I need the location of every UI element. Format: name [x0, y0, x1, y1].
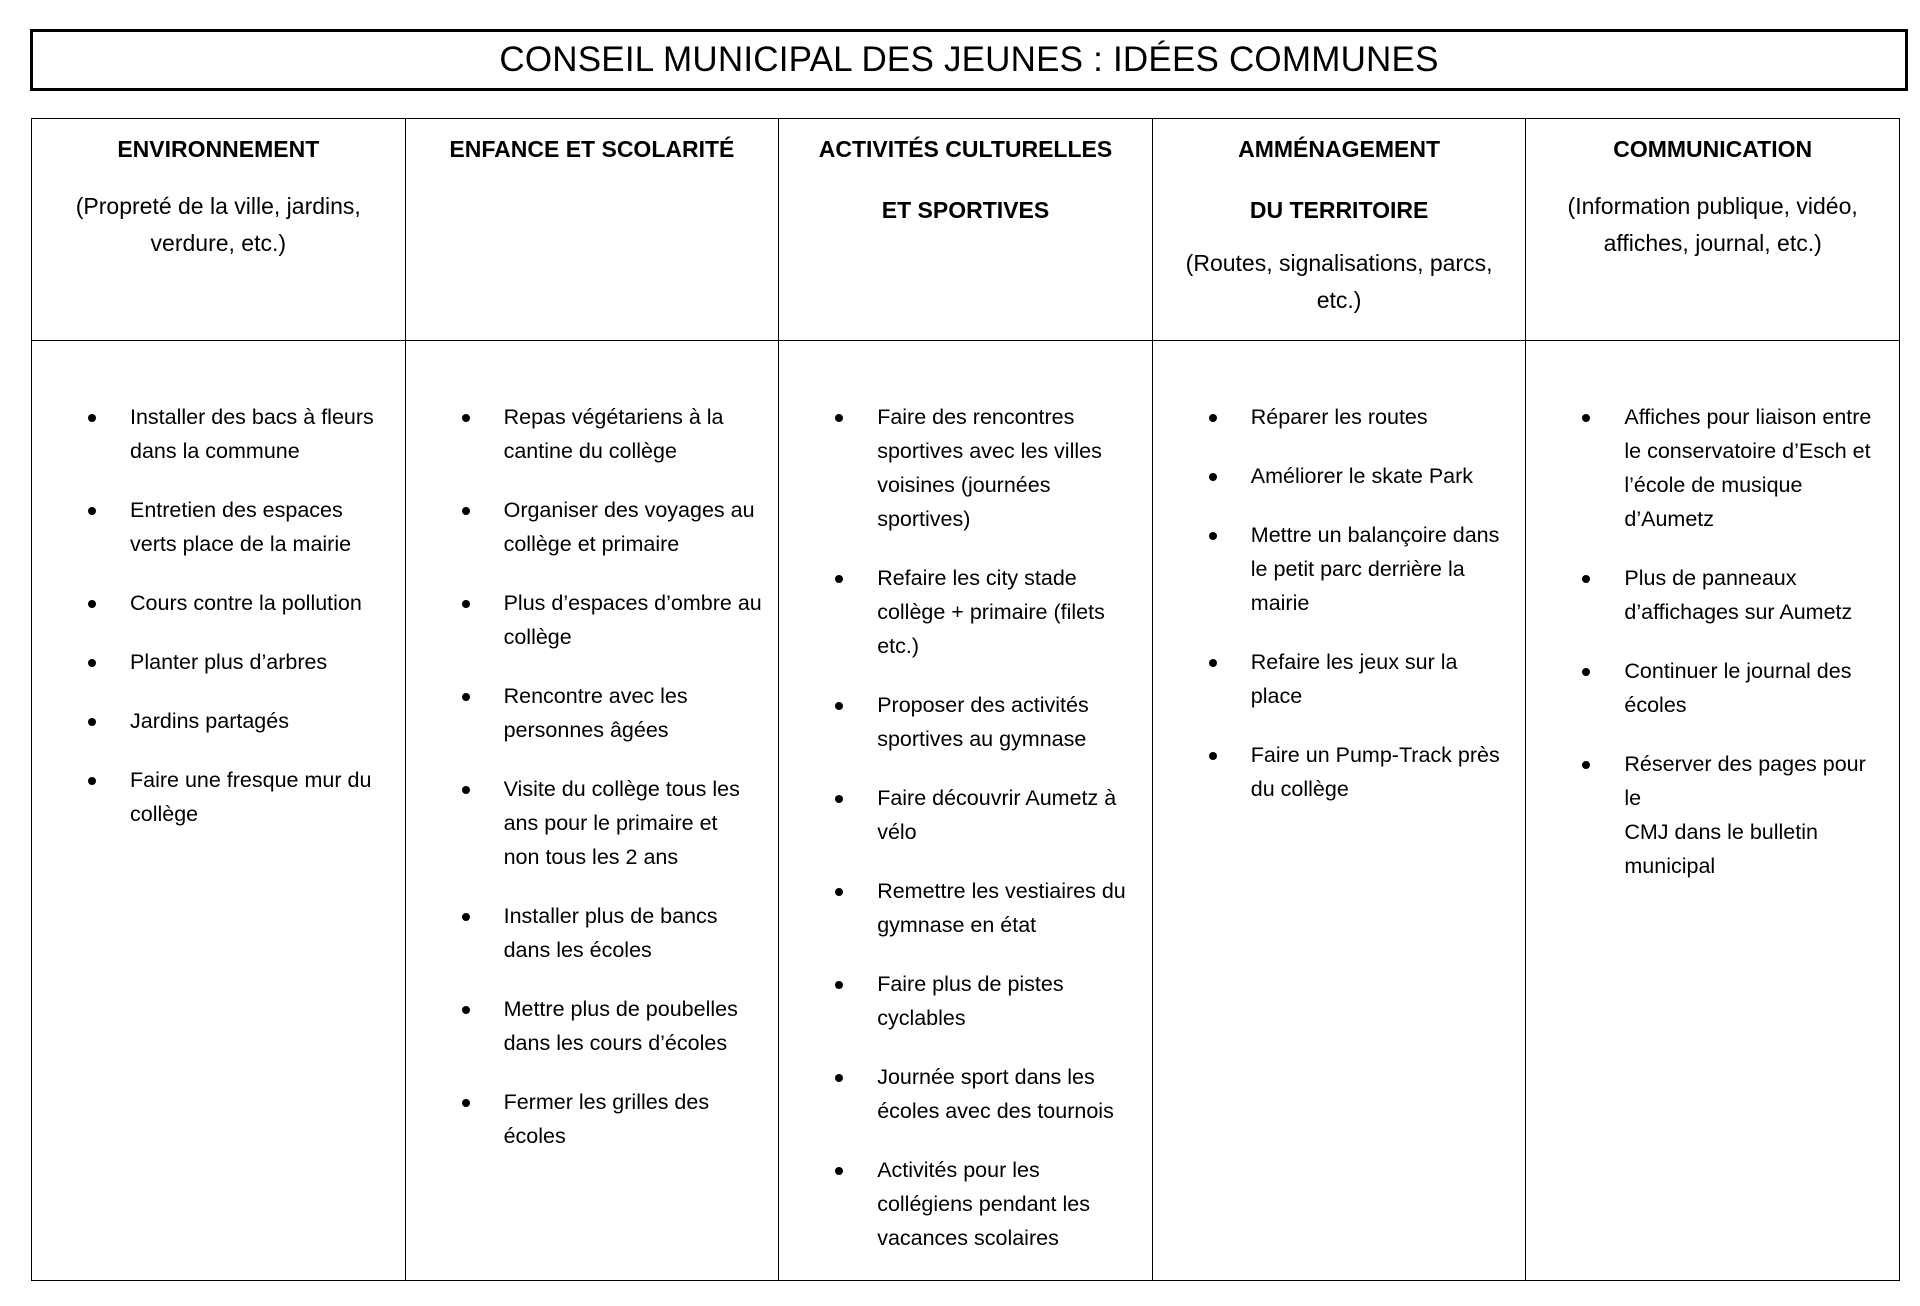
category-title: COMMUNICATION: [1613, 136, 1813, 162]
idea-list-item: [406, 1085, 767, 1153]
bullet-icon: [835, 702, 843, 710]
idea-text-line: collège + primaire (filets: [877, 600, 1105, 624]
bullet-icon: [462, 1099, 470, 1107]
category-header-activites: [779, 119, 1153, 341]
category-header-amenagement: [1152, 119, 1526, 341]
idea-text-line: Améliorer le skate Park: [1250, 464, 1474, 488]
idea-text-line: Installer plus de bancs: [503, 904, 718, 928]
idea-list-item: [406, 493, 767, 561]
category-header-enfance: [405, 119, 779, 341]
idea-text-line: Faire un Pump-Track près: [1250, 743, 1500, 767]
idea-text-line: collégiens pendant les: [877, 1192, 1090, 1216]
idea-list-item: [1526, 400, 1887, 536]
idea-list-item: [1153, 400, 1514, 434]
idea-text-line: l’école de musique: [1624, 473, 1803, 497]
bullet-icon: [88, 507, 96, 515]
idea-text-line: Cours contre la pollution: [130, 591, 362, 615]
idea-list-item: [1153, 459, 1514, 493]
idea-list-item: [779, 688, 1140, 756]
idea-text-line: ans pour le primaire et: [503, 811, 718, 835]
bullet-icon: [835, 888, 843, 896]
idea-text-line: Mettre un balançoire dans: [1250, 523, 1500, 547]
idea-text-line: Refaire les city stade: [877, 566, 1077, 590]
ideas-cell-environnement: [32, 341, 406, 1281]
category-title-line2: ET SPORTIVES: [881, 197, 1050, 223]
bullet-icon: [835, 981, 843, 989]
bullet-icon: [1209, 473, 1217, 481]
idea-list-item: [1153, 518, 1514, 620]
bullet-icon: [462, 1006, 470, 1014]
ideas-cell-communication: [1526, 341, 1900, 1281]
idea-text-line: Repas végétariens à la: [503, 405, 724, 429]
idea-list-item: [32, 645, 393, 679]
idea-text-line: collège et primaire: [503, 532, 680, 556]
idea-list-item: [1526, 561, 1887, 629]
category-header-communication: [1526, 119, 1900, 341]
bullet-icon: [88, 718, 96, 726]
idea-text-line: cyclables: [877, 1006, 966, 1030]
category-description-line2: verdure, etc.): [150, 230, 287, 256]
idea-text-line: gymnase en état: [877, 913, 1037, 937]
idea-text-line: Refaire les jeux sur la: [1250, 650, 1458, 674]
bullet-icon: [1582, 575, 1590, 583]
idea-text-line: Rencontre avec les: [503, 684, 688, 708]
bullet-icon: [88, 659, 96, 667]
idea-text-line: verts place de la mairie: [130, 532, 352, 556]
idea-text-line: Planter plus d’arbres: [130, 650, 328, 674]
idea-text-line: etc.): [877, 634, 920, 658]
idea-text-line: sportives avec les villes: [877, 439, 1102, 463]
idea-list-item: [406, 772, 767, 874]
idea-text-line: municipal: [1624, 854, 1716, 878]
bullet-icon: [88, 600, 96, 608]
bullet-icon: [462, 913, 470, 921]
bullet-icon: [835, 1167, 843, 1175]
idea-text-line: Organiser des voyages au: [503, 498, 755, 522]
idea-text-line: Visite du collège tous les: [503, 777, 740, 801]
idea-text-line: collège: [130, 802, 199, 826]
idea-list: [1153, 400, 1526, 806]
idea-text-line: d’affichages sur Aumetz: [1624, 600, 1853, 624]
idea-list-item: [779, 561, 1140, 663]
bullet-icon: [835, 575, 843, 583]
category-description-line2: etc.): [1316, 287, 1362, 313]
idea-text-line: écoles avec des tournois: [877, 1099, 1114, 1123]
idea-text-line: du collège: [1250, 777, 1349, 801]
idea-list: [779, 400, 1152, 1255]
bullet-icon: [462, 786, 470, 794]
idea-text-line: Faire une fresque mur du: [130, 768, 372, 792]
bullet-icon: [1582, 414, 1590, 422]
idea-list-item: [779, 967, 1140, 1035]
idea-list-item: [1526, 654, 1887, 722]
category-description: (Routes, signalisations, parcs,: [1185, 250, 1493, 276]
bullet-icon: [1209, 659, 1217, 667]
idea-text-line: écoles: [1624, 693, 1687, 717]
idea-text-line: Activités pour les: [877, 1158, 1040, 1182]
idea-text-line: Mettre plus de poubelles: [503, 997, 738, 1021]
idea-text-line: collège: [503, 625, 572, 649]
bullet-icon: [1582, 761, 1590, 769]
idea-text-line: Réserver des pages pour le: [1624, 752, 1866, 810]
idea-list-item: [406, 679, 767, 747]
idea-list: [406, 400, 779, 1153]
idea-text-line: dans les écoles: [503, 938, 652, 962]
idea-list-item: [406, 586, 767, 654]
idea-list-item: [779, 400, 1140, 536]
category-description: (Information publique, vidéo,: [1567, 193, 1858, 219]
idea-text-line: Faire des rencontres: [877, 405, 1075, 429]
idea-text-line: place: [1250, 684, 1303, 708]
idea-text-line: vacances scolaires: [877, 1226, 1059, 1250]
category-title: ENFANCE ET SCOLARITÉ: [449, 136, 735, 162]
idea-list-item: [32, 586, 393, 620]
idea-list-item: [1153, 645, 1514, 713]
idea-list-item: [32, 763, 393, 831]
idea-text-line: Faire plus de pistes: [877, 972, 1064, 996]
idea-text-line: Proposer des activités: [877, 693, 1089, 717]
category-title: ENVIRONNEMENT: [117, 136, 320, 162]
idea-text-line: Remettre les vestiaires du: [877, 879, 1126, 903]
bullet-icon: [88, 414, 96, 422]
idea-text-line: Installer des bacs à fleurs: [130, 405, 374, 429]
bullet-icon: [462, 693, 470, 701]
bullet-icon: [462, 507, 470, 515]
idea-text-line: voisines (journées: [877, 473, 1051, 497]
category-header-row: [32, 119, 1900, 341]
idea-list: [32, 400, 405, 831]
idea-text-line: dans la commune: [130, 439, 300, 463]
idea-text-line: cantine du collège: [503, 439, 677, 463]
idea-list-item: [1526, 747, 1887, 883]
idea-list-item: [32, 493, 393, 561]
category-description: (Propreté de la ville, jardins,: [75, 193, 361, 219]
bullet-icon: [835, 414, 843, 422]
idea-text-line: le conservatoire d’Esch et: [1624, 439, 1871, 463]
bullet-icon: [1209, 532, 1217, 540]
bullet-icon: [1582, 668, 1590, 676]
idea-text-line: Continuer le journal des: [1624, 659, 1852, 683]
idea-text-line: Réparer les routes: [1250, 405, 1428, 429]
idea-text-line: Faire découvrir Aumetz à: [877, 786, 1117, 810]
idea-list-item: [406, 899, 767, 967]
idea-text-line: vélo: [877, 820, 917, 844]
page-title: CONSEIL MUNICIPAL DES JEUNES : IDÉES COMMUNES: [499, 40, 1439, 79]
idea-text-line: sportives): [877, 507, 971, 531]
idea-text-line: Entretien des espaces: [130, 498, 343, 522]
idea-text-line: Fermer les grilles des: [503, 1090, 710, 1114]
idea-list-item: [32, 400, 393, 468]
idea-text-line: Plus de panneaux: [1624, 566, 1797, 590]
idea-text-line: d’Aumetz: [1624, 507, 1714, 531]
idea-text-line: Journée sport dans les: [877, 1065, 1095, 1089]
category-title-line2: DU TERRITOIRE: [1249, 197, 1429, 223]
category-title: AMMÉNAGEMENT: [1238, 136, 1441, 162]
idea-text-line: écoles: [503, 1124, 566, 1148]
category-description-line2: affiches, journal, etc.): [1603, 230, 1822, 256]
idea-list-item: [32, 704, 393, 738]
ideas-table: [31, 118, 1900, 1281]
bullet-icon: [88, 777, 96, 785]
idea-list-item: [1153, 738, 1514, 806]
idea-text-line: non tous les 2 ans: [503, 845, 679, 869]
idea-text-line: sportives au gymnase: [877, 727, 1087, 751]
bullet-icon: [1209, 414, 1217, 422]
title-box: [30, 29, 1908, 91]
idea-text-line: dans les cours d’écoles: [503, 1031, 728, 1055]
ideas-cell-enfance: [405, 341, 779, 1281]
bullet-icon: [835, 795, 843, 803]
idea-text-line: Jardins partagés: [130, 709, 289, 733]
idea-text-line: le petit parc derrière la: [1250, 557, 1465, 581]
idea-list-item: [779, 1153, 1140, 1255]
idea-list: [1526, 400, 1899, 883]
idea-text-line: Affiches pour liaison entre: [1624, 405, 1872, 429]
idea-text-line: Plus d’espaces d’ombre au: [503, 591, 762, 615]
ideas-cell-activites: [779, 341, 1153, 1281]
idea-list-item: [406, 992, 767, 1060]
bullet-icon: [462, 414, 470, 422]
idea-list-item: [779, 1060, 1140, 1128]
category-title: ACTIVITÉS CULTURELLES: [818, 136, 1113, 162]
bullet-icon: [835, 1074, 843, 1082]
idea-list-item: [779, 874, 1140, 942]
bullet-icon: [1209, 752, 1217, 760]
category-header-environnement: [32, 119, 406, 341]
idea-text-line: CMJ dans le bulletin: [1624, 820, 1818, 844]
idea-text-line: mairie: [1250, 591, 1310, 615]
idea-list-item: [406, 400, 767, 468]
bullet-icon: [462, 600, 470, 608]
idea-text-line: personnes âgées: [503, 718, 669, 742]
ideas-row: [32, 341, 1900, 1281]
idea-list-item: [779, 781, 1140, 849]
ideas-cell-amenagement: [1152, 341, 1526, 1281]
